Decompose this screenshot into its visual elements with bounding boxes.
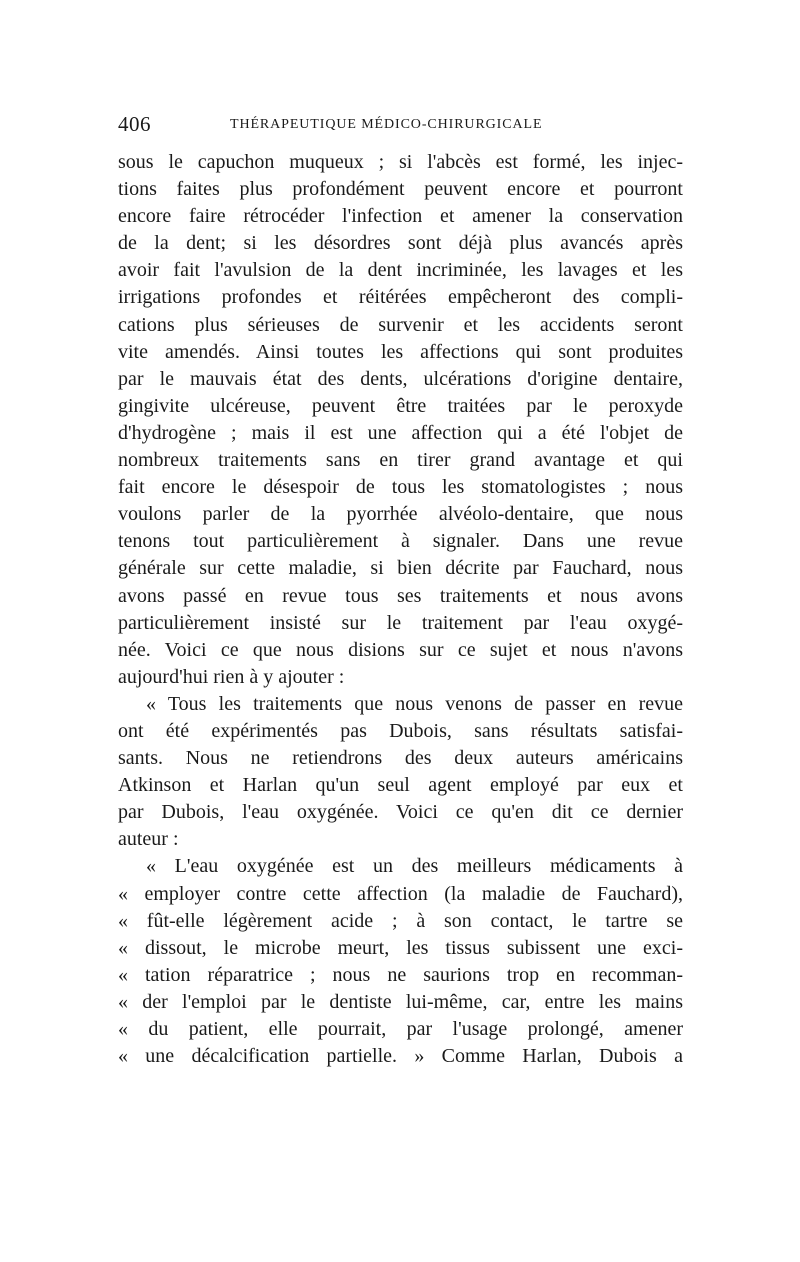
text-line: vite amendés. Ainsi toutes les affections qui sont produites: [118, 340, 683, 363]
text-line: sous le capuchon muqueux ; si l'abcès est formé, les injec-: [118, 151, 683, 173]
text-line: « une décalcification partielle. » Comme Harlan, Dubois a: [118, 1045, 683, 1068]
text-line: « tation réparatrice ; nous ne saurions trop en recomman-: [118, 963, 683, 986]
text-line: née. Voici ce que nous disions sur ce sujet et nous n'avons: [118, 638, 683, 661]
text-line: fait encore le désespoir de tous les stomatologistes ; nous: [118, 476, 683, 499]
text-line: par le mauvais état des dents, ulcérations d'origine dentaire,: [118, 367, 683, 390]
text-line: de la dent; si les désordres sont déjà plus avancés après: [118, 232, 683, 255]
text-line: nombreux traitements sans en tirer grand avantage et qui: [118, 449, 683, 472]
text-line: aujourd'hui rien à y ajouter :: [118, 665, 345, 688]
text-line: avoir fait l'avulsion de la dent incriminée, les lavages et les: [118, 259, 683, 282]
text-line: auteur :: [118, 828, 179, 851]
running-title: THÉRAPEUTIQUE MÉDICO-CHIRURGICALE: [230, 117, 543, 132]
text-line: « der l'emploi par le dentiste lui-même, car, entre les mains: [118, 990, 683, 1013]
text-line: gingivite ulcéreuse, peuvent être traitées par le peroxyde: [118, 394, 683, 417]
text-line: particulièrement insisté sur le traitement par l'eau oxygé-: [118, 611, 683, 634]
page-number: 406: [118, 112, 151, 136]
text-line: ont été expérimentés pas Dubois, sans résultats satisfai-: [118, 719, 683, 742]
text-line: « dissout, le microbe meurt, les tissus subissent une exci-: [118, 936, 683, 959]
text-line: d'hydrogène ; mais il est une affection qui a été l'objet de: [118, 421, 683, 444]
text-line: tenons tout particulièrement à signaler. Dans une revue: [118, 530, 683, 553]
text-line: sants. Nous ne retiendrons des deux auteurs américains: [118, 747, 683, 770]
text-line: irrigations profondes et réitérées empêcheront des compli-: [118, 286, 683, 309]
text-line: encore faire rétrocéder l'infection et amener la conservation: [118, 205, 683, 228]
text-line: Atkinson et Harlan qu'un seul agent employé par eux et: [118, 774, 683, 797]
text-line: « du patient, elle pourrait, par l'usage prolongé, amener: [118, 1018, 683, 1040]
text-line: « fût-elle légèrement acide ; à son contact, le tartre se: [118, 909, 683, 932]
text-line: avons passé en revue tous ses traitements et nous avons: [118, 584, 683, 607]
text-line: « employer contre cette affection (la maladie de Fauchard),: [118, 882, 683, 905]
text-line: générale sur cette maladie, si bien décrite par Fauchard, nous: [118, 557, 683, 580]
text-line: « L'eau oxygénée est un des meilleurs médicaments à: [146, 855, 683, 878]
text-line: par Dubois, l'eau oxygénée. Voici ce qu'en dit ce dernier: [118, 801, 683, 824]
text-line: cations plus sérieuses de survenir et les accidents seront: [118, 313, 683, 336]
text-line: « Tous les traitements que nous venons de passer en revue: [146, 692, 683, 715]
body-text: [118, 149, 683, 1070]
text-line: voulons parler de la pyorrhée alvéolo-dentaire, que nous: [118, 503, 683, 526]
page-header: [118, 112, 683, 142]
text-line: tions faites plus profondément peuvent encore et pourront: [118, 178, 683, 201]
